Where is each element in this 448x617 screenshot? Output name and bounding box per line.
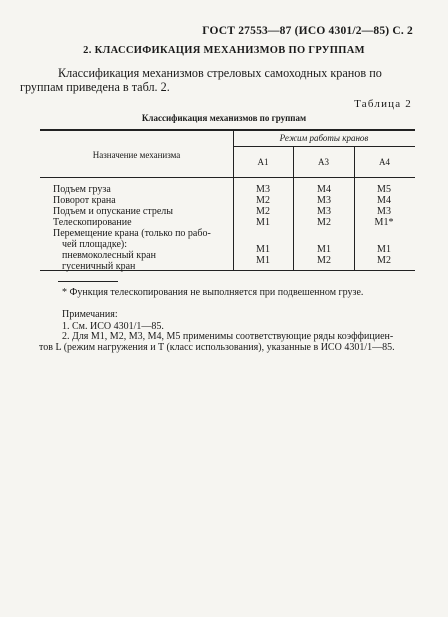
intro-line-2: группам приведена в табл. 2.	[20, 80, 170, 94]
notes-title: Примечания:	[62, 309, 118, 320]
a4-value: М1	[377, 244, 391, 255]
a4-value: М2	[377, 255, 391, 266]
table-row-name: Телескопирование	[53, 217, 132, 228]
a3-value: М2	[317, 255, 331, 266]
table-row-name: гусеничный кран	[62, 261, 136, 272]
col-header-a4: А4	[379, 157, 390, 167]
mode-header-rule	[233, 146, 415, 147]
footnote-rule	[58, 281, 118, 282]
col-divider-1	[233, 130, 234, 270]
table-row-name: Поворот крана	[53, 195, 116, 206]
table-number: Таблица 2	[354, 98, 412, 110]
intro-line-1: Классификация механизмов стреловых самоходных кранов по	[58, 66, 382, 80]
note-2	[39, 331, 413, 353]
a3-value: М1	[317, 244, 331, 255]
note-2-rest: тов L (режим нагружения и T (класс использования), указанные в ИСО 4301/1—85.	[39, 342, 395, 353]
a4-value: М1*	[374, 217, 394, 228]
table-title: Классификация механизмов по группам	[141, 113, 307, 123]
page-header: ГОСТ 27553—87 (ИСО 4301/2—85) С. 2	[202, 25, 413, 37]
a4-value: М4	[377, 195, 391, 206]
footnote: * Функция телескопирования не выполняется при подвешенном грузе.	[62, 287, 364, 298]
col-header-mode: Режим работы кранов	[279, 133, 369, 143]
a1-value: М1	[256, 255, 270, 266]
a1-value: М1	[256, 217, 270, 228]
table-row-name: Подъем груза	[53, 184, 111, 195]
a1-value: М1	[256, 244, 270, 255]
intro-paragraph	[20, 66, 412, 94]
a3-value: М2	[317, 217, 331, 228]
table-top-rule	[40, 129, 415, 131]
a4-value: М3	[377, 206, 391, 217]
a3-value: М3	[317, 195, 331, 206]
a1-value: М2	[256, 195, 270, 206]
col-header-mechanism: Назначение механизма	[92, 150, 181, 160]
table-row-name: Перемещение крана (только по рабо-	[53, 228, 211, 239]
section-title: 2. КЛАССИФИКАЦИЯ МЕХАНИЗМОВ ПО ГРУППАМ	[83, 45, 365, 56]
table-row-name: пневмоколесный кран	[62, 250, 156, 261]
a1-value: М3	[256, 184, 270, 195]
header-bottom-rule	[40, 177, 415, 178]
col-header-a1: А1	[257, 157, 269, 167]
a3-value: М3	[317, 206, 331, 217]
col-header-a3: А3	[318, 157, 329, 167]
table-row-name: Подъем и опускание стрелы	[53, 206, 173, 217]
a3-value: М4	[317, 184, 331, 195]
note-1: 1. См. ИСО 4301/1—85.	[62, 321, 164, 332]
table-row-name: чей площадке):	[62, 239, 128, 250]
note-2-first: 2. Для М1, М2, М3, М4, М5 применимы соответствующие ряды коэффициен-	[62, 331, 394, 342]
a4-value: М5	[377, 184, 391, 195]
a1-value: М2	[256, 206, 270, 217]
